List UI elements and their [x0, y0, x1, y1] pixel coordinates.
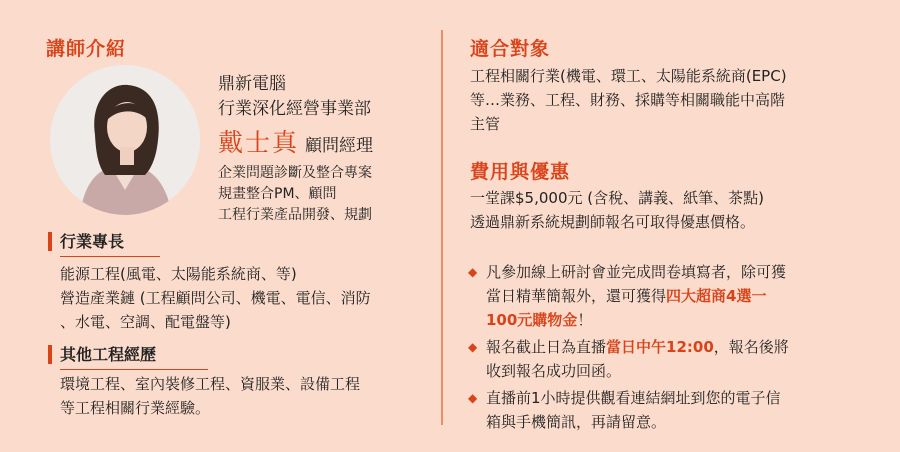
instructor-section-title: 講師介紹 — [46, 38, 127, 60]
experience-item: 規畫整合PM、顧問 — [218, 186, 337, 202]
note-text-part: 報名截止日為直播 — [486, 338, 607, 356]
note-text: 收到報名成功回函。 — [486, 362, 622, 380]
fee-section-title: 費用與優惠 — [470, 161, 571, 183]
audience-line: 工程相關行業(機電、環工、太陽能系統商(EPC) — [470, 67, 787, 85]
instructor-company: 鼎新電腦 — [218, 74, 286, 94]
instructor-name: 戴士真 — [218, 128, 300, 157]
note-text — [486, 284, 868, 308]
note-text — [486, 335, 868, 359]
diamond-bullet-icon: ◆ — [468, 340, 478, 354]
industry-line: 營造產業鏈 (工程顧問公司、機電、電信、消防 — [60, 289, 371, 307]
industry-expertise-label: 行業專長 — [60, 232, 125, 251]
deadline-highlight: 當日中午12:00 — [606, 338, 714, 356]
other-line: 環境工程、室內裝修工程、資服業、設備工程 — [60, 375, 361, 393]
audience-text — [470, 64, 787, 136]
heading-underline — [60, 369, 208, 370]
column-divider — [441, 30, 443, 425]
note-text: 箱與手機簡訊，再請留意。 — [486, 413, 667, 431]
note-text-part: ，報名後將 — [713, 338, 789, 356]
experience-item: 工程行業產品開發、規劃 — [218, 207, 372, 223]
gift-highlight: 100元購物金 — [486, 311, 578, 329]
note-text: 凡參加線上研討會並完成問卷填寫者，除可獲 — [486, 263, 787, 281]
other-experience-heading — [48, 345, 156, 364]
experience-item: 企業問題診斷及整合專案 — [218, 165, 372, 181]
audience-line: 等…業務、工程、財務、採購等相關職能中高階 — [470, 91, 786, 109]
industry-expertise-text — [60, 262, 371, 334]
instructor-department: 行業深化經營事業部 — [218, 99, 371, 119]
instructor-photo — [50, 65, 200, 215]
audience-section-title: 適合對象 — [470, 38, 551, 60]
fee-line: 透過鼎新系統規劃師報名可取得優惠價格。 — [470, 213, 756, 231]
instructor-experience-list — [218, 163, 372, 226]
note-item — [468, 335, 868, 383]
fee-line: 一堂課$5,000元 (含稅、講義、紙筆、茶點) — [470, 189, 764, 207]
note-text-part: ！ — [577, 311, 593, 329]
heading-underline — [60, 256, 160, 257]
note-text: 直播前1小時提供觀看連結網址到您的電子信 — [486, 389, 781, 407]
industry-line: 、水電、空調、配電盤等) — [60, 313, 231, 331]
audience-line: 主管 — [470, 115, 501, 133]
other-experience-text — [60, 372, 360, 420]
note-item — [468, 386, 868, 434]
industry-expertise-heading — [48, 232, 124, 251]
diamond-bullet-icon: ◆ — [468, 391, 478, 405]
note-text — [486, 308, 868, 332]
industry-line: 能源工程(風電、太陽能系統商、等) — [60, 265, 297, 283]
fee-text — [470, 186, 764, 234]
note-item — [468, 260, 868, 332]
person-portrait-icon — [50, 65, 200, 215]
gift-highlight: 四大超商4選一 — [666, 287, 767, 305]
diamond-bullet-icon: ◆ — [468, 265, 478, 279]
instructor-role: 顧問經理 — [305, 136, 374, 156]
other-experience-label: 其他工程經歷 — [60, 345, 157, 364]
notes-list — [468, 260, 868, 437]
other-line: 等工程相關行業經驗。 — [60, 399, 211, 417]
note-text-part: 當日精華簡報外，還可獲得 — [486, 287, 667, 305]
